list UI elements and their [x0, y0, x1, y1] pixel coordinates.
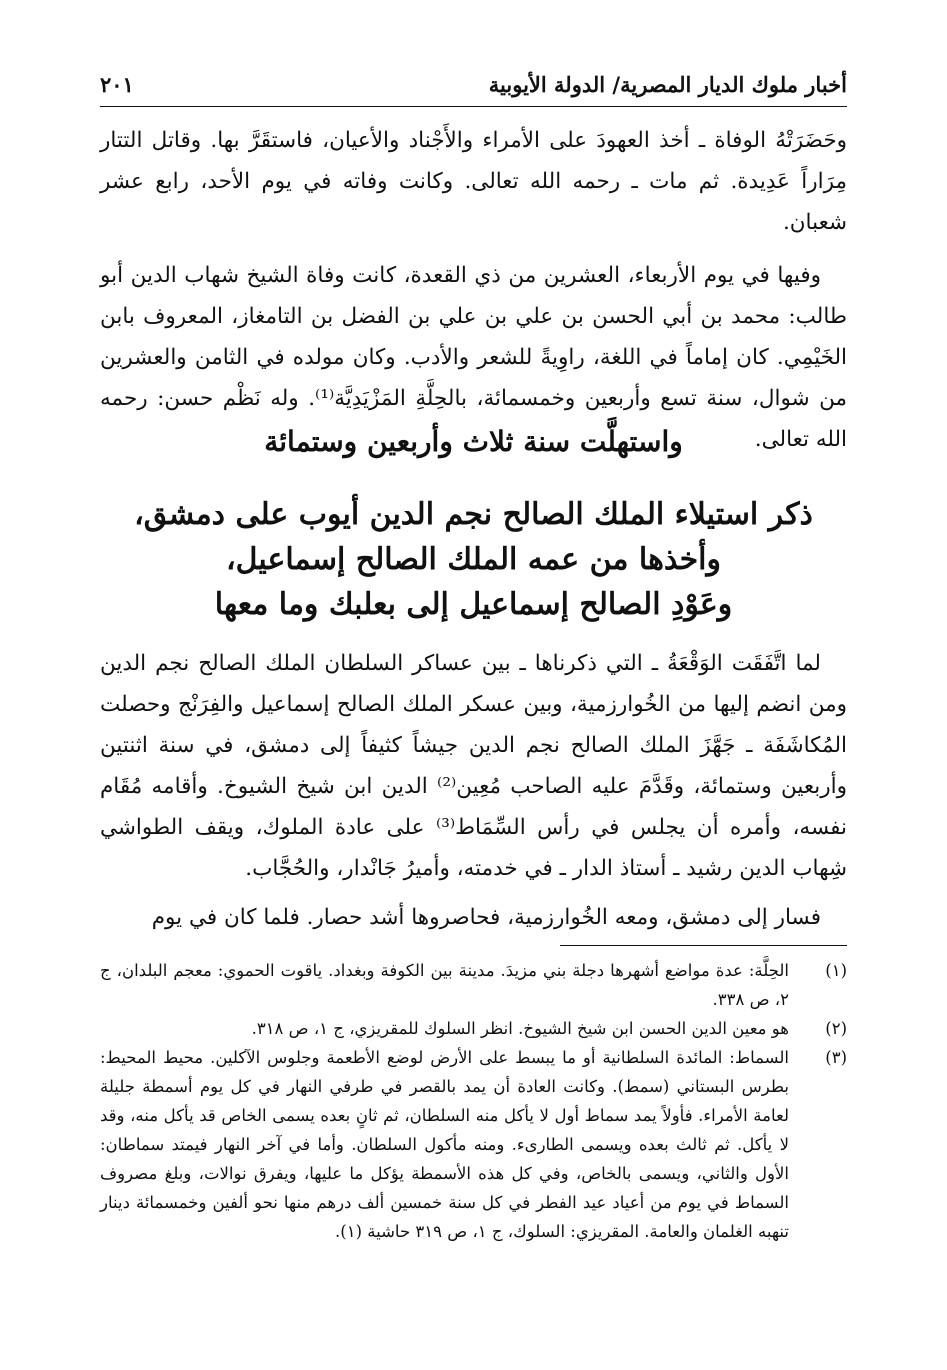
paragraph: لما اتَّفَقَت الوَقْعَةُ ـ التي ذكرناها ـ بين عساكر السلطان الملك الصالح نجم الدين ومن انضم إليها من الخُوارزمية، وبين عسكر الملك الصالح إسماعيل والفِرَنْج وحصلت المُكاشَفَة ـ جَهَّزَ الملك الصالح نجم الدين جيشاً كثيفاً إلى دمشق، في سنة اثنتين وأربعين وستمائة، وقَدَّمَ عليه الصاحب مُعِين⁽²⁾ الدين ابن شيخ الشيوخ. وأقامه مُقَام نفسه، وأمره أن يجلس في رأس السِّمَاط⁽³⁾ على عادة الملوك، ويقف الطواشي شِهاب الدين رشيد ـ أستاذ الدار ـ في خدمته، وأميرُ جَانْدار، والحُجَّاب.: [100, 651, 847, 881]
page-header: [100, 66, 847, 107]
footnote-text: الحِلَّة: عدة مواضع أشهرها دجلة بني مزيدَ. مدينة بين الكوفة وبغداد. ياقوت الحموي: معجم البلدان، ج ٢، ص ٣٣٨.: [100, 961, 789, 1009]
paragraph: وفيها في يوم الأربعاء، العشرين من ذي القعدة، كانت وفاة الشيخ شهاب الدين أبو طالب: محمد بن أبي الحسن بن علي بن علي بن الفضل بن التامغاز، المعروف بابن الخَيْمِي. كان إماماً في اللغة، راوِيةً للشعر والأدب. وكان مولده في الثامن والعشرين من شوال، سنة تسع وأربعين وخمسمائة، بالحِلَّةِ المَزْيَدِيَّة⁽¹⁾. وله نَظْم حسن: رحمه الله تعالى.: [100, 263, 847, 452]
footnote: [100, 956, 847, 1014]
footnote-divider: [560, 945, 847, 946]
footnotes: [100, 956, 847, 1246]
section-heading-line: وعَوْدِ الصالح إسماعيل إلى بعلبك وما معها: [214, 587, 733, 622]
running-title: أخبار ملوك الديار المصرية/ الدولة الأيوبية: [488, 72, 847, 97]
footnote: [100, 1043, 847, 1246]
body-text-section: [100, 643, 847, 938]
paragraph: فسار إلى دمشق، ومعه الخُوارزمية، فحاصروها أشد حصار. فلما كان في يوم: [151, 905, 821, 930]
footnote-number: (١): [825, 961, 847, 980]
page-number: ٢٠١: [100, 72, 134, 97]
footnote-text: هو معين الدين الحسن ابن شيخ الشيوخ. انظر السلوك للمقريزي، ج ١، ص ٣١٨.: [251, 1019, 789, 1038]
footnote-text: السماط: المائدة السلطانية أو ما يبسط على الأرض لوضع الأطعمة وجلوس الآكلين. محيط المحيط: بطرس البستاني (سمط). وكانت العادة أن يمد بالقصر في طرفي النهار في كل يوم أسمطة جليلة لعامة الأمراء. فأولاً يمد سماط أول لا يأكل منه السلطان، ثم ثانٍ بعده يسمى الخاص قد يأكل منه، وقد لا يأكل. ثم ثالث بعده ويسمى الطارىء. ومنه مأكول السلطان. وأما في آخر النهار فيمتد سماطان: الأول والثاني، ويسمى بالخاص، وفي كل هذه الأسمطة يؤكل ما عليها، ويفرق نوالات، وبلغ مصروف السماط في يوم من أعياد عيد الفطر في كل سنة خمسين ألف درهم منها نحو ألفين وخمسمائة دينار تنهبه الغلمان والعامة. المقريزي: السلوك، ج ١، ص ٣١٩ حاشية (١).: [100, 1048, 789, 1241]
section-heading: [100, 492, 847, 627]
footnote-number: (٣): [825, 1048, 847, 1067]
paragraph: وحَضَرَتْهُ الوفاة ـ أخذ العهودَ على الأمراء والأَجْناد والأعيان، فاستقَرَّ بها. وقاتل التتار مِرَاراً عَدِيدة. ثم مات ـ رحمه الله تعالى. وكانت وفاته في يوم الأحد، رابع عشر شعبان.: [100, 128, 847, 235]
footnote-number: (٢): [825, 1019, 847, 1038]
section-heading-line: وأخذها من عمه الملك الصالح إسماعيل،: [225, 542, 721, 577]
footnote: [100, 1014, 847, 1043]
year-heading: واستهلَّت سنة ثلاث وأربعين وستمائة: [264, 425, 683, 458]
body-text-top: [100, 120, 847, 460]
section-heading-line: ذكر استيلاء الملك الصالح نجم الدين أيوب على دمشق،: [134, 497, 813, 532]
